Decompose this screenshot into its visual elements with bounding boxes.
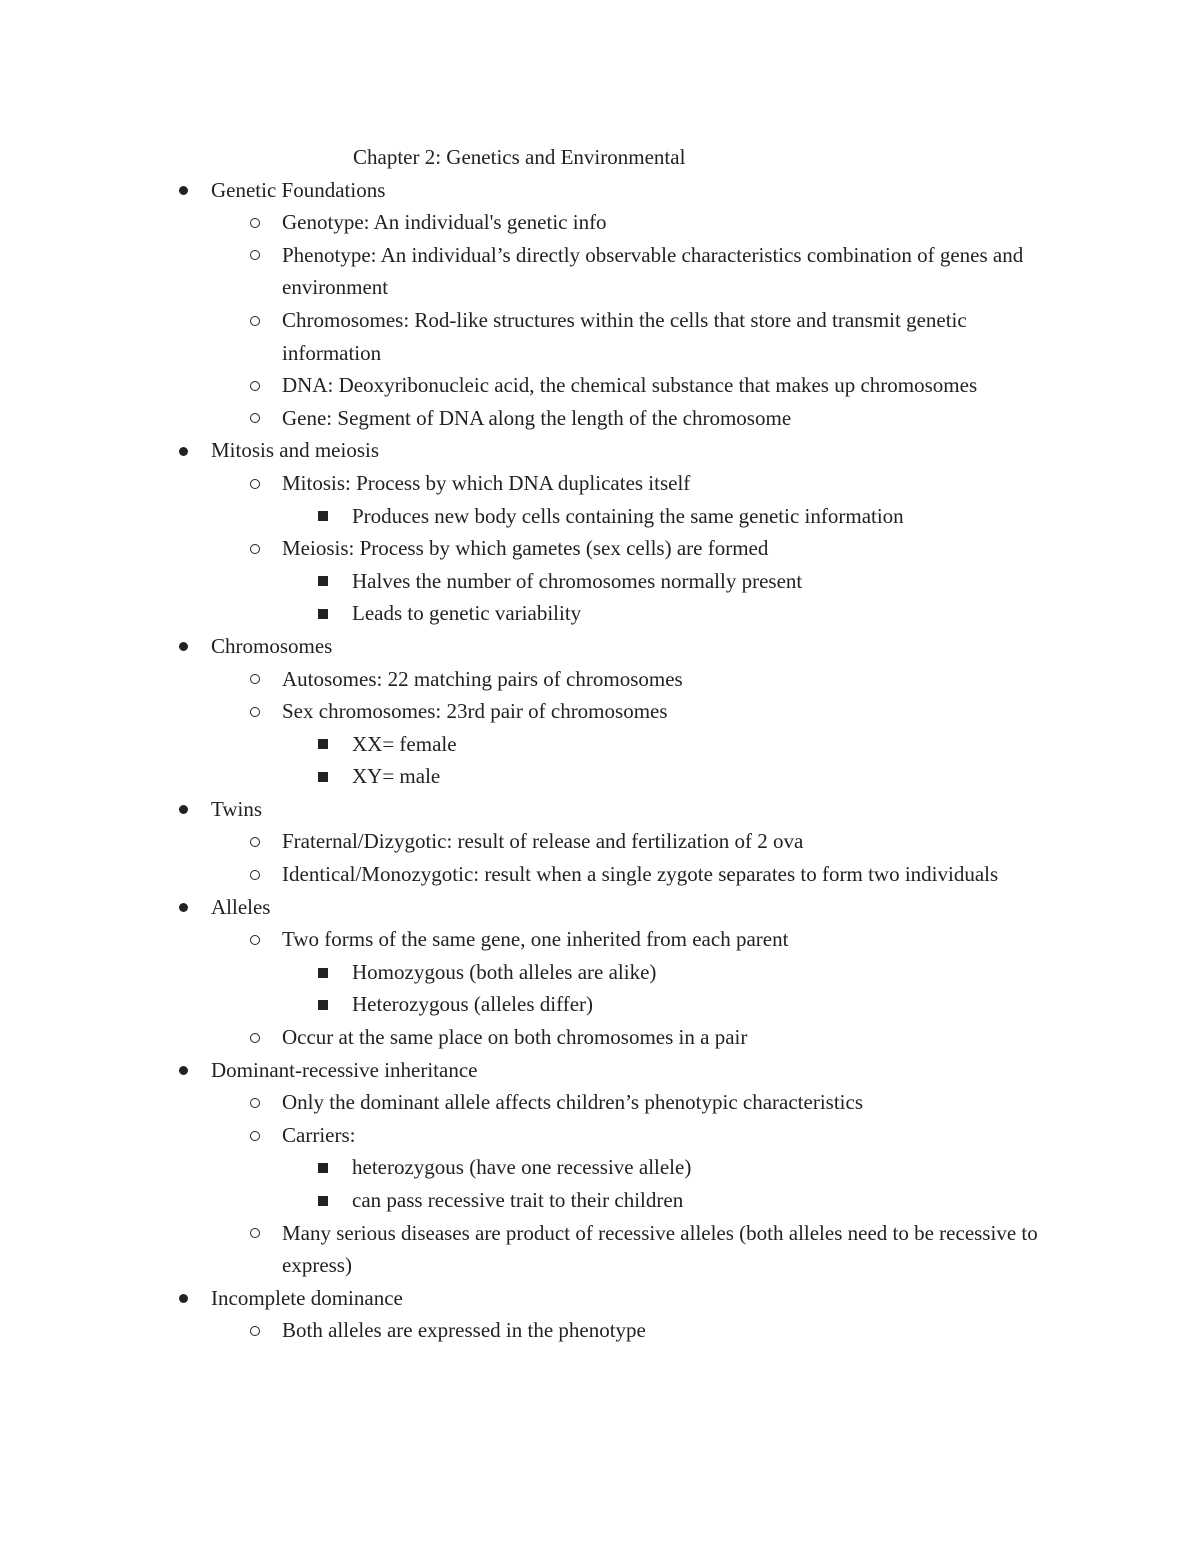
- page-title: Chapter 2: Genetics and Environmental: [353, 145, 686, 169]
- list-item: [0, 467, 1200, 500]
- hollow-circle-bullet-icon: [245, 663, 265, 696]
- list-item: [0, 728, 1200, 761]
- hollow-circle-bullet-icon: [245, 532, 265, 565]
- list-item-text: XY= male: [352, 764, 441, 789]
- hollow-circle-bullet-icon: [245, 206, 265, 239]
- hollow-circle-bullet-icon: [245, 923, 265, 956]
- hollow-circle-bullet-icon: [245, 304, 265, 337]
- list-item-text: Both alleles are expressed in the phenotype: [282, 1318, 646, 1343]
- list-item: [0, 532, 1200, 565]
- filled-square-bullet-icon: [313, 956, 333, 989]
- list-item: [0, 1217, 1200, 1282]
- list-item: [0, 206, 1200, 239]
- hollow-circle-bullet-icon: [245, 1086, 265, 1119]
- list-item-text: Autosomes: 22 matching pairs of chromosomes: [282, 666, 683, 691]
- list-item: [0, 825, 1200, 858]
- filled-circle-bullet-icon: [173, 793, 193, 826]
- list-item-text: Genetic Foundations: [211, 177, 386, 202]
- list-item-text: Identical/Monozygotic: result when a single zygote separates to form two individuals: [282, 862, 999, 887]
- list-item: [0, 891, 1200, 924]
- list-item-text: Phenotype: An individual’s directly observable characteristics combination of genes and environment: [282, 242, 1024, 300]
- list-item-text: Genotype: An individual's genetic info: [282, 210, 607, 235]
- hollow-circle-bullet-icon: [245, 369, 265, 402]
- list-item-text: Mitosis: Process by which DNA duplicates itself: [282, 470, 691, 495]
- hollow-circle-bullet-icon: [245, 1314, 265, 1347]
- hollow-circle-bullet-icon: [245, 1217, 265, 1250]
- list-item-text: Fraternal/Dizygotic: result of release and fertilization of 2 ova: [282, 829, 804, 854]
- list-item-text: Chromosomes: [211, 633, 333, 658]
- list-item: [0, 597, 1200, 630]
- filled-square-bullet-icon: [313, 988, 333, 1021]
- list-item-text: Mitosis and meiosis: [211, 438, 380, 463]
- hollow-circle-bullet-icon: [245, 402, 265, 435]
- list-item: [0, 1021, 1200, 1054]
- list-item-text: Meiosis: Process by which gametes (sex cells) are formed: [282, 536, 769, 561]
- hollow-circle-bullet-icon: [245, 1021, 265, 1054]
- filled-square-bullet-icon: [313, 1184, 333, 1217]
- list-item: [0, 1054, 1200, 1087]
- list-item: [0, 760, 1200, 793]
- list-item-text: Leads to genetic variability: [352, 601, 582, 626]
- list-item-text: Dominant-recessive inheritance: [211, 1057, 478, 1082]
- hollow-circle-bullet-icon: [245, 1119, 265, 1152]
- list-item: [0, 858, 1200, 891]
- filled-circle-bullet-icon: [173, 1054, 193, 1087]
- list-item: [0, 956, 1200, 989]
- list-item-text: Halves the number of chromosomes normally present: [352, 568, 803, 593]
- list-item: [0, 1282, 1200, 1315]
- list-item: [0, 1314, 1200, 1347]
- hollow-circle-bullet-icon: [245, 858, 265, 891]
- hollow-circle-bullet-icon: [245, 239, 265, 272]
- list-item-text: can pass recessive trait to their children: [352, 1188, 684, 1212]
- list-item: [0, 1086, 1200, 1119]
- list-item: [0, 565, 1200, 598]
- list-item: [0, 402, 1200, 435]
- filled-circle-bullet-icon: [173, 1282, 193, 1315]
- filled-circle-bullet-icon: [173, 434, 193, 467]
- hollow-circle-bullet-icon: [245, 825, 265, 858]
- list-item-text: DNA: Deoxyribonucleic acid, the chemical substance that makes up chromosomes: [282, 373, 978, 398]
- list-item-text: Only the dominant allele affects children’s phenotypic characteristics: [282, 1090, 863, 1115]
- list-item: [0, 663, 1200, 696]
- list-item-text: Incomplete dominance: [211, 1285, 403, 1310]
- list-item: [0, 923, 1200, 956]
- list-item: [0, 174, 1200, 207]
- list-item-text: Twins: [211, 796, 263, 821]
- list-item: [0, 304, 1200, 369]
- list-item-text: Carriers:: [282, 1122, 356, 1147]
- list-item-text: Chromosomes: Rod-like structures within the cells that store and transmit genetic information: [282, 307, 967, 365]
- hollow-circle-bullet-icon: [245, 467, 265, 500]
- list-item: [0, 369, 1200, 402]
- hollow-circle-bullet-icon: [245, 695, 265, 728]
- filled-square-bullet-icon: [313, 728, 333, 761]
- list-item-text: Two forms of the same gene, one inherited from each parent: [282, 927, 789, 952]
- list-item-text: Occur at the same place on both chromosomes in a pair: [282, 1025, 748, 1050]
- list-item-text: Alleles: [211, 894, 271, 919]
- list-item-text: Homozygous (both alleles are alike): [352, 959, 657, 984]
- filled-square-bullet-icon: [313, 760, 333, 793]
- list-item-text: Sex chromosomes: 23rd pair of chromosomes: [282, 699, 668, 724]
- filled-square-bullet-icon: [313, 500, 333, 533]
- list-item-text: Many serious diseases are product of recessive alleles (both alleles need to be recessive to express): [282, 1220, 1038, 1278]
- list-item-text: heterozygous (have one recessive allele): [352, 1155, 692, 1180]
- outline-list: [0, 174, 1200, 1347]
- filled-circle-bullet-icon: [173, 630, 193, 663]
- list-item: [0, 1119, 1200, 1152]
- filled-square-bullet-icon: [313, 597, 333, 630]
- list-item-text: Produces new body cells containing the same genetic information: [352, 503, 904, 528]
- list-item: [0, 630, 1200, 663]
- list-item-text: Heterozygous (alleles differ): [352, 992, 594, 1017]
- list-item: [0, 434, 1200, 467]
- list-item-text: XX= female: [352, 731, 457, 756]
- list-item: [0, 793, 1200, 826]
- list-item: [0, 1184, 1200, 1217]
- filled-square-bullet-icon: [313, 565, 333, 598]
- list-item: [0, 695, 1200, 728]
- filled-circle-bullet-icon: [173, 174, 193, 207]
- list-item: [0, 500, 1200, 533]
- filled-circle-bullet-icon: [173, 891, 193, 924]
- list-item: [0, 1151, 1200, 1184]
- list-item-text: Gene: Segment of DNA along the length of the chromosome: [282, 405, 792, 430]
- list-item: [0, 988, 1200, 1021]
- list-item: [0, 239, 1200, 304]
- filled-square-bullet-icon: [313, 1151, 333, 1184]
